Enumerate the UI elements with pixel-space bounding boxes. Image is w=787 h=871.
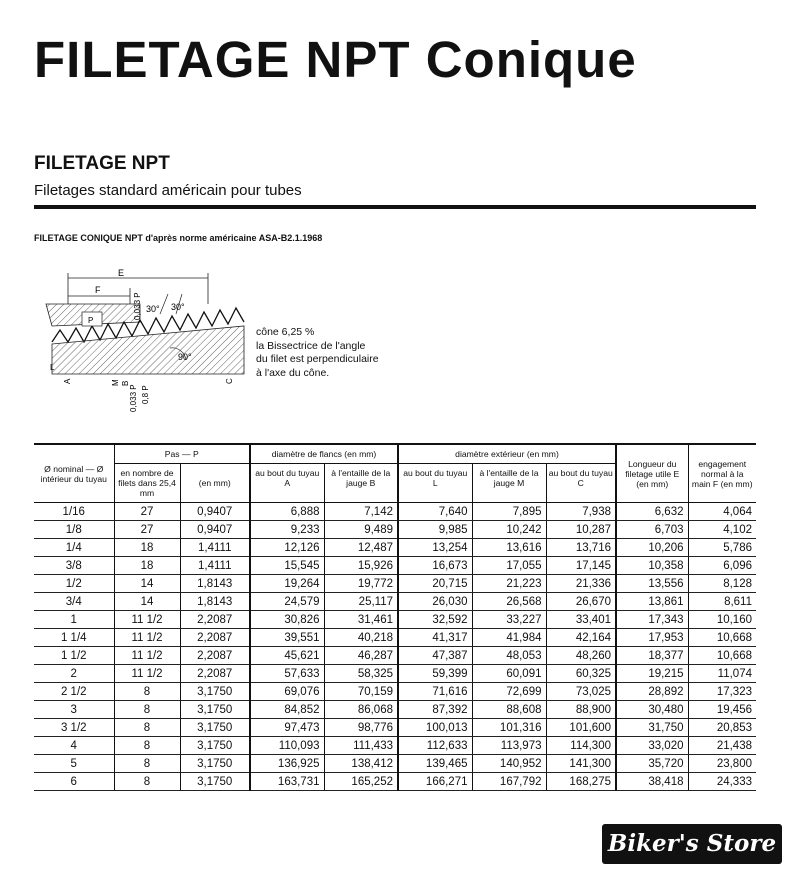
- table-cell: 19,215: [616, 665, 688, 683]
- table-cell: 6,703: [616, 521, 688, 539]
- table-cell: 17,343: [616, 611, 688, 629]
- table-cell: 88,900: [546, 701, 616, 719]
- table-row: [34, 719, 756, 737]
- table-cell: 101,316: [472, 719, 546, 737]
- table-cell: 18,377: [616, 647, 688, 665]
- table-cell: 8: [114, 773, 180, 791]
- table-cell: 7,142: [324, 503, 398, 521]
- table-cell: 4,064: [688, 503, 756, 521]
- table-cell: 10,668: [688, 647, 756, 665]
- table-cell: 21,336: [546, 575, 616, 593]
- table-cell: 5,786: [688, 539, 756, 557]
- table-cell: 9,489: [324, 521, 398, 539]
- table-cell: 1: [34, 611, 114, 629]
- table-cell: 26,030: [398, 593, 472, 611]
- table-cell: 11 1/2: [114, 647, 180, 665]
- table-cell: 1/2: [34, 575, 114, 593]
- table-cell: 2: [34, 665, 114, 683]
- table-cell: 60,091: [472, 665, 546, 683]
- table-cell: 14: [114, 593, 180, 611]
- section-subtitle: Filetages standard américain pour tubes: [34, 182, 302, 199]
- table-cell: 17,055: [472, 557, 546, 575]
- label-e: E: [118, 268, 125, 278]
- table-cell: 3/4: [34, 593, 114, 611]
- table-cell: 168,275: [546, 773, 616, 791]
- table-row: [34, 773, 756, 791]
- table-cell: 9,985: [398, 521, 472, 539]
- table-cell: 8: [114, 683, 180, 701]
- table-cell: 45,621: [250, 647, 324, 665]
- table-cell: 21,438: [688, 737, 756, 755]
- table-cell: 33,227: [472, 611, 546, 629]
- table-cell: 10,287: [546, 521, 616, 539]
- table-cell: 1/4: [34, 539, 114, 557]
- table-cell: 26,670: [546, 593, 616, 611]
- label-08p: 0,8 P: [141, 385, 150, 404]
- table-cell: 3,1750: [180, 683, 250, 701]
- table-cell: 12,487: [324, 539, 398, 557]
- table-cell: 3/8: [34, 557, 114, 575]
- table-cell: 100,013: [398, 719, 472, 737]
- table-cell: 10,668: [688, 629, 756, 647]
- table-cell: 166,271: [398, 773, 472, 791]
- table-cell: 38,418: [616, 773, 688, 791]
- table-cell: 24,579: [250, 593, 324, 611]
- table-cell: 17,323: [688, 683, 756, 701]
- table-cell: 59,399: [398, 665, 472, 683]
- table-cell: 9,233: [250, 521, 324, 539]
- table-cell: 41,984: [472, 629, 546, 647]
- table-cell: 40,218: [324, 629, 398, 647]
- table-cell: 39,551: [250, 629, 324, 647]
- table-cell: 32,592: [398, 611, 472, 629]
- table-cell: 11 1/2: [114, 611, 180, 629]
- table-cell: 139,465: [398, 755, 472, 773]
- table-cell: 110,093: [250, 737, 324, 755]
- table-cell: 3,1750: [180, 719, 250, 737]
- table-cell: 7,895: [472, 503, 546, 521]
- header-engagement: engagement normal à la main F (en mm): [688, 444, 756, 503]
- watermark-logo: Biker's Store: [602, 824, 782, 864]
- table-cell: 2 1/2: [34, 683, 114, 701]
- table-cell: 6,096: [688, 557, 756, 575]
- table-cell: 2,2087: [180, 611, 250, 629]
- table-cell: 19,456: [688, 701, 756, 719]
- cone-note: cône 6,25 % la Bissectrice de l'angle du filet est perpendiculaire à l'axe du cône.: [256, 326, 379, 379]
- table-cell: 7,640: [398, 503, 472, 521]
- table-cell: 28,892: [616, 683, 688, 701]
- caption: FILETAGE CONIQUE NPT d'après norme américaine ASA-B2.1.1968: [34, 233, 323, 243]
- label-30-left: 30°: [146, 304, 160, 314]
- table-cell: 11 1/2: [114, 629, 180, 647]
- table-cell: 25,117: [324, 593, 398, 611]
- table-row: [34, 683, 756, 701]
- table-cell: 2,2087: [180, 665, 250, 683]
- table-cell: 8: [114, 701, 180, 719]
- table-cell: 73,025: [546, 683, 616, 701]
- table-cell: 16,673: [398, 557, 472, 575]
- table-cell: 4: [34, 737, 114, 755]
- table-cell: 48,260: [546, 647, 616, 665]
- table-cell: 10,242: [472, 521, 546, 539]
- header-nominal: Ø nominal — Ø intérieur du tuyau: [34, 444, 114, 503]
- table-cell: 35,720: [616, 755, 688, 773]
- table-cell: 113,973: [472, 737, 546, 755]
- header-flancs: diamètre de flancs (en mm): [250, 444, 398, 464]
- table-cell: 26,568: [472, 593, 546, 611]
- table-row: [34, 665, 756, 683]
- table-cell: 60,325: [546, 665, 616, 683]
- table-row: [34, 575, 756, 593]
- header-ext-c: au bout du tuyau C: [546, 464, 616, 503]
- label-90: 90°: [178, 352, 192, 362]
- table-cell: 4,102: [688, 521, 756, 539]
- label-p: P: [88, 316, 94, 325]
- table-cell: 41,317: [398, 629, 472, 647]
- table-cell: 20,715: [398, 575, 472, 593]
- table-cell: 14: [114, 575, 180, 593]
- table-cell: 24,333: [688, 773, 756, 791]
- table-cell: 17,145: [546, 557, 616, 575]
- label-30-right: 30°: [171, 302, 185, 312]
- table-cell: 48,053: [472, 647, 546, 665]
- table-cell: 13,556: [616, 575, 688, 593]
- table-row: [34, 611, 756, 629]
- table-cell: 30,826: [250, 611, 324, 629]
- table-cell: 167,792: [472, 773, 546, 791]
- table-cell: 15,545: [250, 557, 324, 575]
- table-cell: 58,325: [324, 665, 398, 683]
- table-cell: 70,159: [324, 683, 398, 701]
- table-cell: 1,8143: [180, 575, 250, 593]
- label-f: F: [95, 285, 101, 295]
- table-cell: 19,264: [250, 575, 324, 593]
- table-cell: 141,300: [546, 755, 616, 773]
- table-cell: 5: [34, 755, 114, 773]
- table-cell: 57,633: [250, 665, 324, 683]
- table-cell: 98,776: [324, 719, 398, 737]
- table-cell: 0,9407: [180, 521, 250, 539]
- table-cell: 165,252: [324, 773, 398, 791]
- table-row: [34, 593, 756, 611]
- table-row: [34, 701, 756, 719]
- label-l: L: [50, 363, 55, 372]
- header-ext-m: à l'entaille de la jauge M: [472, 464, 546, 503]
- table-cell: 6,888: [250, 503, 324, 521]
- table-cell: 1,8143: [180, 593, 250, 611]
- table-cell: 72,699: [472, 683, 546, 701]
- table-cell: 7,938: [546, 503, 616, 521]
- table-cell: 31,461: [324, 611, 398, 629]
- table-cell: 3,1750: [180, 755, 250, 773]
- label-b: B: [121, 380, 130, 386]
- table-cell: 8: [114, 737, 180, 755]
- table-cell: 2,2087: [180, 629, 250, 647]
- divider: [34, 205, 756, 209]
- table-cell: 97,473: [250, 719, 324, 737]
- table-cell: 23,800: [688, 755, 756, 773]
- table-cell: 1,4111: [180, 539, 250, 557]
- main-title: FILETAGE NPT Conique: [34, 31, 637, 88]
- table-cell: 111,433: [324, 737, 398, 755]
- table-cell: 86,068: [324, 701, 398, 719]
- table-cell: 3: [34, 701, 114, 719]
- table-cell: 13,716: [546, 539, 616, 557]
- table-cell: 21,223: [472, 575, 546, 593]
- table-cell: 1 1/2: [34, 647, 114, 665]
- table-cell: 87,392: [398, 701, 472, 719]
- table-cell: 17,953: [616, 629, 688, 647]
- table-cell: 1 1/4: [34, 629, 114, 647]
- header-flancs-b: à l'entaille de la jauge B: [324, 464, 398, 503]
- section-title: FILETAGE NPT: [34, 153, 170, 174]
- table-cell: 6: [34, 773, 114, 791]
- table-cell: 1/16: [34, 503, 114, 521]
- table-cell: 3,1750: [180, 701, 250, 719]
- table-cell: 1/8: [34, 521, 114, 539]
- table-cell: 18: [114, 539, 180, 557]
- table-cell: 13,254: [398, 539, 472, 557]
- table-cell: 30,480: [616, 701, 688, 719]
- table-cell: 84,852: [250, 701, 324, 719]
- thread-diagram: [40, 264, 255, 414]
- table-cell: 69,076: [250, 683, 324, 701]
- header-pas-filets: en nombre de filets dans 25,4 mm: [114, 464, 180, 503]
- table-cell: 46,287: [324, 647, 398, 665]
- table-cell: 163,731: [250, 773, 324, 791]
- table-cell: 3 1/2: [34, 719, 114, 737]
- table-cell: 11 1/2: [114, 665, 180, 683]
- table-cell: 33,020: [616, 737, 688, 755]
- table-cell: 10,206: [616, 539, 688, 557]
- table-cell: 0,9407: [180, 503, 250, 521]
- table-row: [34, 503, 756, 521]
- table-cell: 8: [114, 719, 180, 737]
- table-row: [34, 629, 756, 647]
- table-cell: 31,750: [616, 719, 688, 737]
- table-cell: 20,853: [688, 719, 756, 737]
- table-cell: 11,074: [688, 665, 756, 683]
- header-ext-l: au bout du tuyau L: [398, 464, 472, 503]
- table-cell: 101,600: [546, 719, 616, 737]
- table-cell: 12,126: [250, 539, 324, 557]
- table-row: [34, 755, 756, 773]
- table-row: [34, 521, 756, 539]
- table-cell: 114,300: [546, 737, 616, 755]
- table-cell: 10,160: [688, 611, 756, 629]
- table-row: [34, 737, 756, 755]
- header-pas: Pas — P: [114, 444, 250, 464]
- table-cell: 71,616: [398, 683, 472, 701]
- table-cell: 140,952: [472, 755, 546, 773]
- table-cell: 42,164: [546, 629, 616, 647]
- header-longueur: Longueur du filetage utile E (en mm): [616, 444, 688, 503]
- table-cell: 2,2087: [180, 647, 250, 665]
- label-0033p-bottom: 0,033 P: [129, 384, 138, 412]
- npt-table: [34, 443, 756, 791]
- table-cell: 88,608: [472, 701, 546, 719]
- table-cell: 138,412: [324, 755, 398, 773]
- table-cell: 8,128: [688, 575, 756, 593]
- label-0033p-top: 0,033 P: [133, 292, 142, 320]
- table-cell: 19,772: [324, 575, 398, 593]
- table-cell: 10,358: [616, 557, 688, 575]
- table-cell: 8,611: [688, 593, 756, 611]
- table-row: [34, 647, 756, 665]
- table-cell: 13,861: [616, 593, 688, 611]
- table-cell: 27: [114, 521, 180, 539]
- label-a: A: [63, 378, 72, 384]
- table-cell: 8: [114, 755, 180, 773]
- table-cell: 13,616: [472, 539, 546, 557]
- table-cell: 47,387: [398, 647, 472, 665]
- table-cell: 136,925: [250, 755, 324, 773]
- header-ext: diamètre extérieur (en mm): [398, 444, 616, 464]
- table-cell: 15,926: [324, 557, 398, 575]
- table-cell: 6,632: [616, 503, 688, 521]
- table-cell: 27: [114, 503, 180, 521]
- table-cell: 3,1750: [180, 773, 250, 791]
- table-cell: 18: [114, 557, 180, 575]
- table-cell: 33,401: [546, 611, 616, 629]
- header-pas-mm: (en mm): [180, 464, 250, 503]
- header-flancs-a: au bout du tuyau A: [250, 464, 324, 503]
- table-cell: 112,633: [398, 737, 472, 755]
- table-cell: 1,4111: [180, 557, 250, 575]
- table-row: [34, 539, 756, 557]
- table-row: [34, 557, 756, 575]
- label-m: M: [111, 379, 120, 386]
- table-cell: 3,1750: [180, 737, 250, 755]
- label-c: C: [225, 378, 234, 384]
